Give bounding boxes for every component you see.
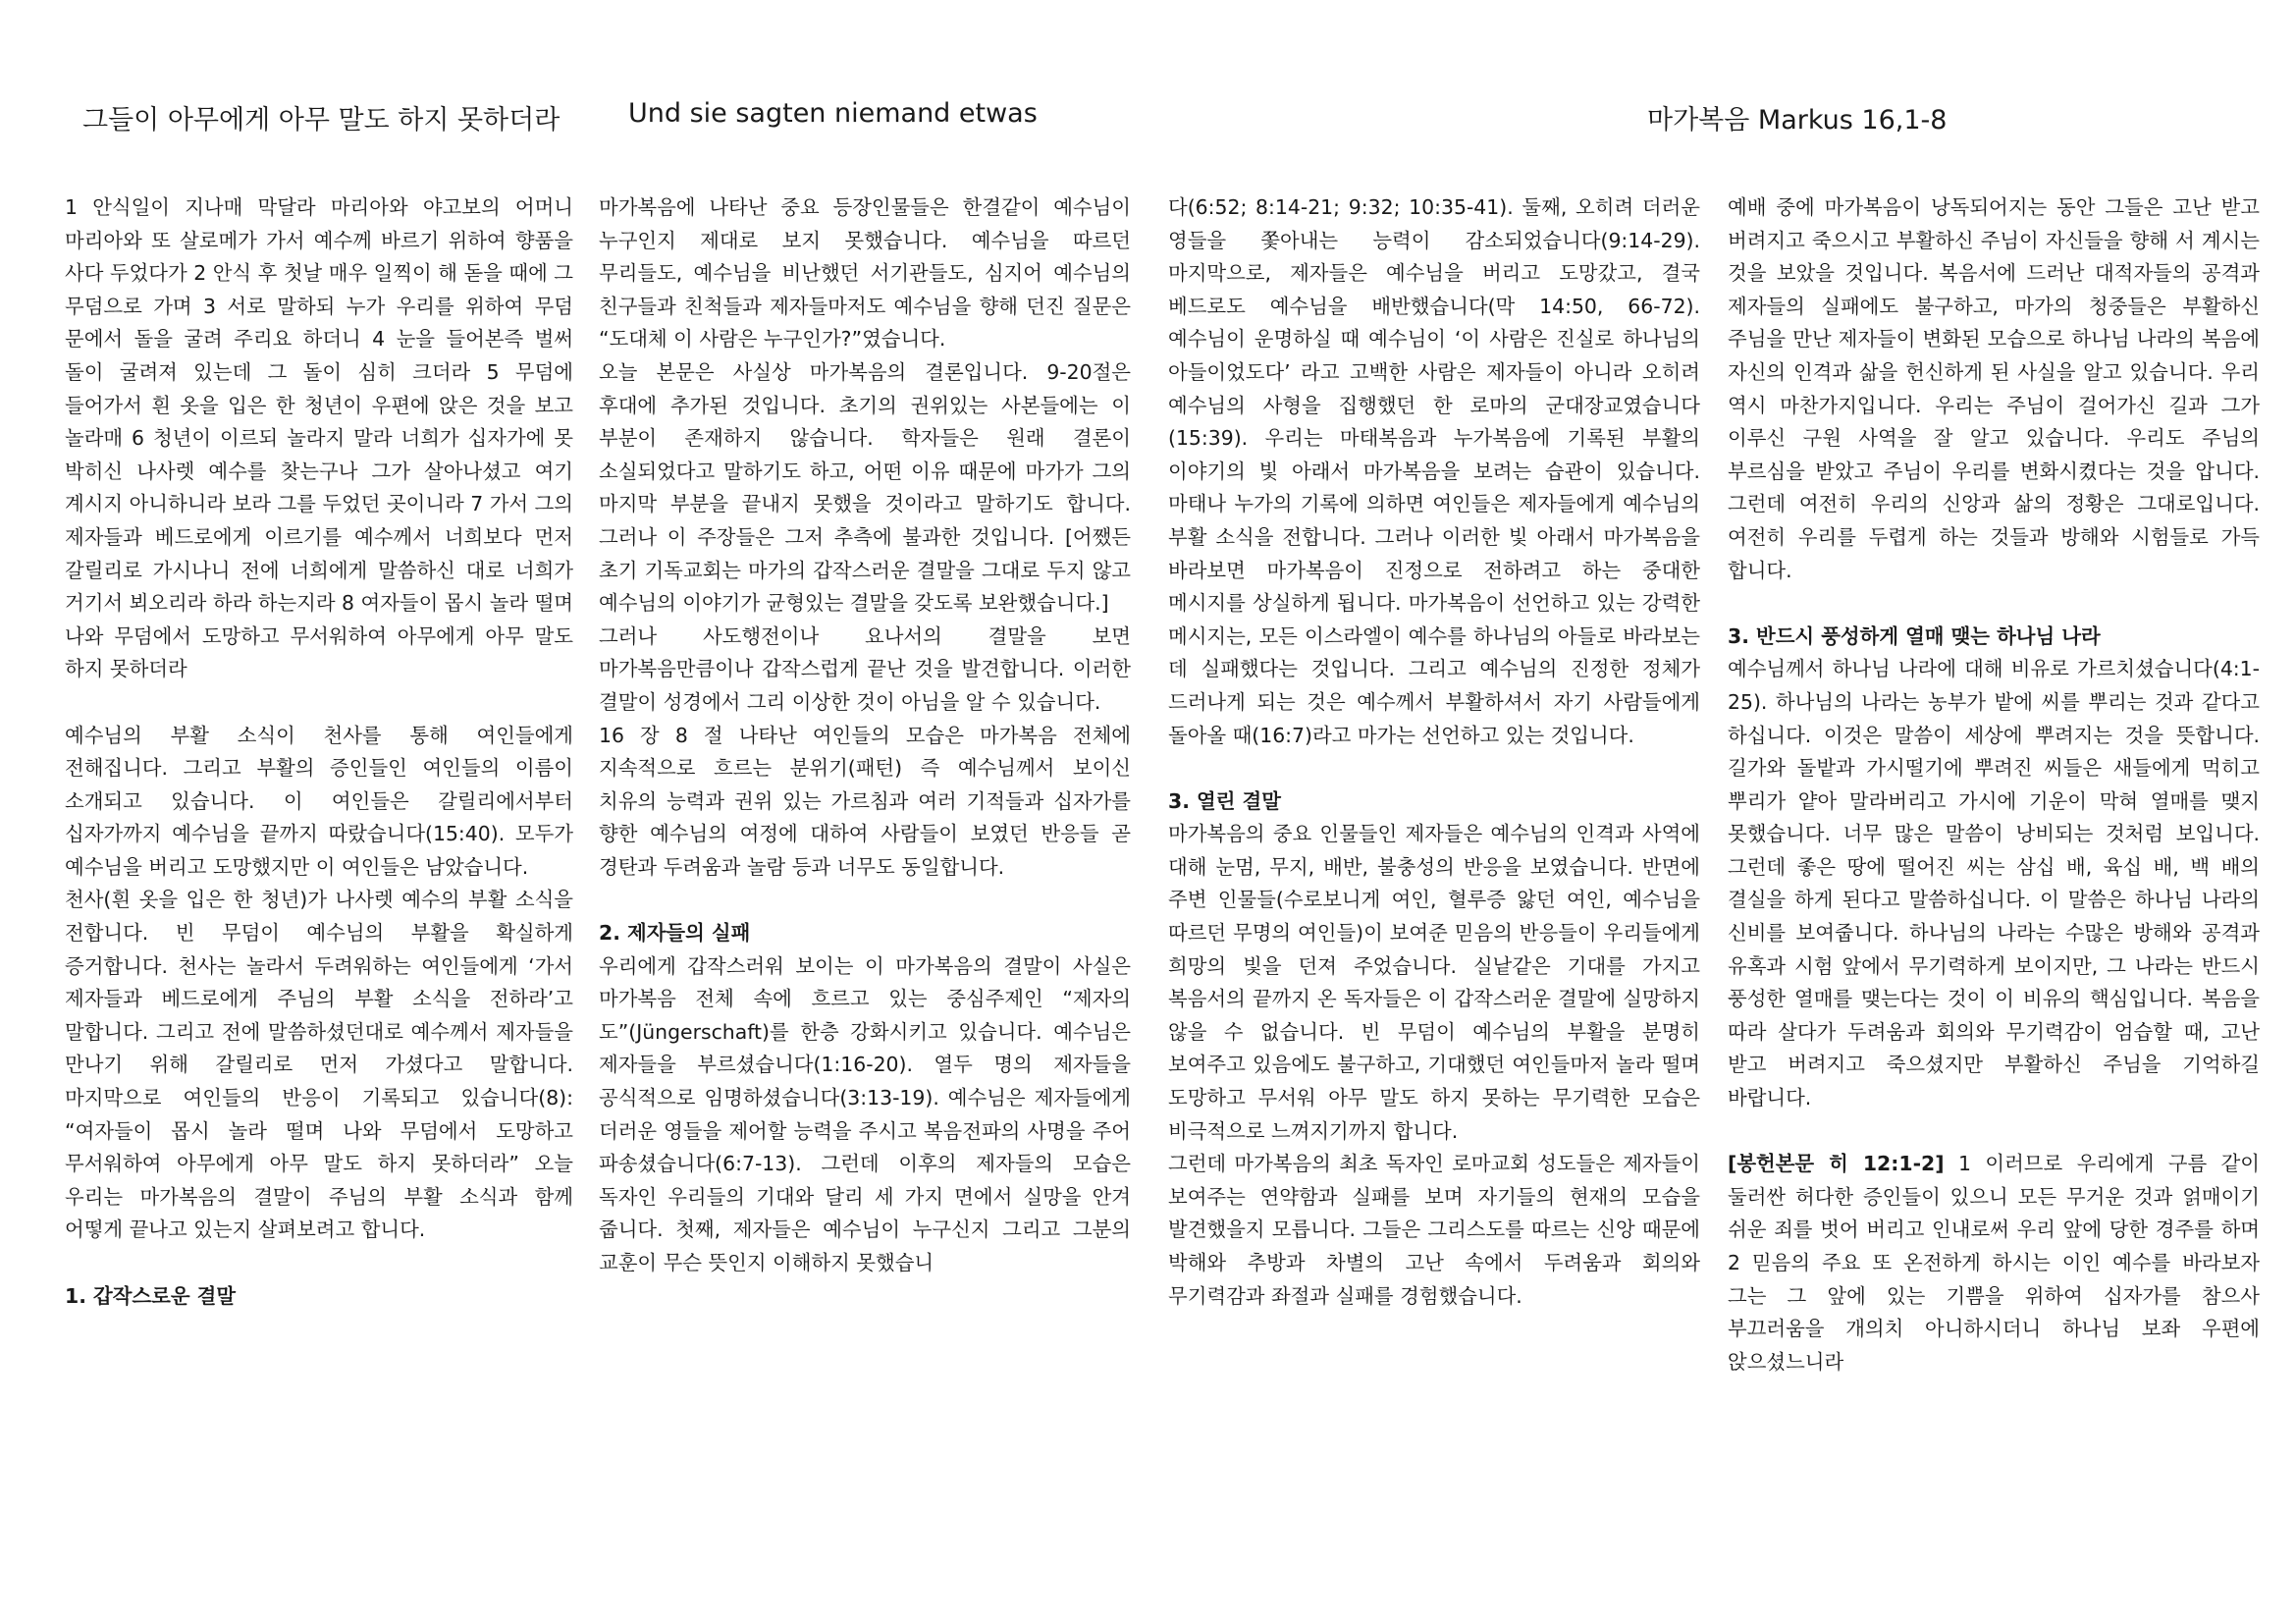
scripture-text: 1 안식일이 지나매 막달라 마리아와 야고보의 어머니 마리아와 또 살로메가 가서 예수께 바르기 위하여 향품을 사다 두었다가 2 안식 후 첫날 매우 일찍이 해 돋을 때에 그 무덤으로 가며 3 서로 말하되 누가 우리를 위하여 무덤 문에서 돌을 굴려 주리요 하더니 4 눈을 들어본즉 벌써 돌이 굴려져 있는데 그 돌이 심히 크더라 5 무덤에 들어가서 흰 옷을 입은 한 청년이 우편에 앉은 것을 보고 놀라매 6 청년이 이르되 놀라지 말라 너희가 십자가에 못 박히신 나사렛 예수를 찾는구나 그가 살아나셨고 여기 계시지 아니하니라 보라 그를 두었던 곳이니라 7 가서 그의 제자들과 베드로에게 이르기를 예수께서 너희보다 먼저 갈릴리로 가시나니 전에 너희에게 말씀하신 대로 너희가 거기서 뵈오리라 하라 하는지라 8 여자들이 몹시 놀라 떨며 나와 무덤에서 도망하고 무서워하여 아무에게 아무 말도 하지 못하더라 (65, 195, 573, 681)
paragraph: 예배 중에 마가복음이 낭독되어지는 동안 그들은 고난 받고 버려지고 죽으시고 부활하신 주님이 자신들을 향해 서 계시는 것을 보았을 것입니다. 복음서에 드러난 대적자들의 공격과 제자들의 실패에도 불구하고, 마가의 청중들은 부활하신 주님을 만난 제자들이 변화된 모습으로 하나님 나라의 복음에 자신의 인격과 삶을 헌신하게 된 사실을 알고 있습니다. 우리 역시 마찬가지입니다. 우리는 주님이 걸어가신 길과 그가 이루신 구원 사역을 잘 알고 있습니다. 우리도 주님의 부르심을 받았고 주님이 우리를 변화시켰다는 것을 압니다. 그런데 여전히 우리의 신앙과 삶의 정황은 그대로입니다. 여전히 우리를 두렵게 하는 것들과 방해와 시험들로 가득 합니다. (1728, 195, 2260, 582)
paragraph: 예수님께서 하나님 나라에 대해 비유로 가르치셨습니다(4:1-25). 하나님의 나라는 농부가 밭에 씨를 뿌리는 것과 같다고 하십니다. 이것은 말씀이 세상에 뿌려지는 것을 뜻합니다. 길가와 돌밭과 가시떨기에 뿌려진 씨들은 새들에게 먹히고 뿌리가 얕아 말라버리고 가시에 기운이 막혀 열매를 맺지 못했습니다. 너무 많은 말씀이 낭비되는 것처럼 보입니다. 그런데 좋은 땅에 떨어진 씨는 삼십 배, 육십 배, 백 배의 결실을 하게 된다고 말씀하십니다. 이 말씀은 하나님 나라의 신비를 보여줍니다. 하나님의 나라는 수많은 방해와 공격과 유혹과 시험 앞에서 무기력하게 보이지만, 그 나라는 반드시 풍성한 열매를 맺는다는 것이 이 비유의 핵심입니다. 복음을 따라 살다가 두려움과 회의와 무기력감이 엄습할 때, 고난 받고 버려지고 죽으셨지만 부활하신 주님을 기억하길 바랍니다. (1728, 657, 2260, 1110)
column-4 (1728, 191, 2260, 1379)
paragraph: 그러나 사도행전이나 요나서의 결말을 보면 마가복음만큼이나 갑작스럽게 끝난 것을 발견합니다. 이러한 결말이 성경에서 그리 이상한 것이 아님을 알 수 있습니다. (599, 623, 1131, 714)
paragraph: 오늘 본문은 사실상 마가복음의 결론입니다. 9-20절은 후대에 추가된 것입니다. 초기의 권위있는 사본들에는 이 부분이 존재하지 않습니다. 학자들은 원래 결론이 소실되었다고 말하기도 하고, 어떤 이유 때문에 마가가 그의 마지막 부분을 끝내지 못했을 것이라고 말하기도 합니다. 그러나 이 주장들은 그저 추측에 불과한 것입니다. [어쨌든 초기 기독교회는 마가의 갑작스러운 결말을 그대로 두지 않고 예수님의 이야기가 균형있는 결말을 갖도록 보완했습니다.] (599, 359, 1131, 616)
scripture-reference: 마가복음 Markus 16,1-8 (1647, 105, 1948, 135)
offering-reading (1728, 1148, 2260, 1379)
section-heading-4: 3. 반드시 풍성하게 열매 맺는 하나님 나라 (1728, 623, 2101, 648)
korean-title: 그들이 아무에게 아무 말도 하지 못하더라 (82, 105, 561, 135)
offering-reading-label: [봉헌본문 히 12:1-2] (1728, 1152, 1945, 1176)
paragraph: 천사(흰 옷을 입은 한 청년)가 나사렛 예수의 부활 소식을 전합니다. 빈 무덤이 예수님의 부활을 확실하게 증거합니다. 천사는 놀라서 두려워하는 여인들에게 ‘가서 제자들과 베드로에게 주님의 부활 소식을 전하라’고 말합니다. 그리고 전에 말씀하셨던대로 예수께서 제자들을 만나기 위해 갈릴리로 먼저 가셨다고 말합니다. 마지막으로 여인들의 반응이 기록되고 있습니다(8): “여자들이 몹시 놀라 떨며 나와 무덤에서 도망하고 무서워하여 아무에게 아무 말도 하지 못하더라” 오늘 우리는 마가복음의 결말이 주님의 부활 소식과 함께 어떻게 끝나고 있는지 살펴보려고 합니다. (65, 888, 573, 1242)
paragraph: 우리에게 갑작스러워 보이는 이 마가복음의 결말이 사실은 마가복음 전체 속에 흐르고 있는 중심주제인 “제자의 도”(Jüngerschaft)를 한층 강화시키고 있습니다. 예수님은 제자들을 부르셨습니다(1:16-20). 열두 명의 제자들을 공식적으로 임명하셨습니다(3:13-19). 예수님은 제자들에게 더러운 영들을 제어할 능력을 주시고 복음전파의 사명을 주어 파송셨습니다(6:7-13). 그런데 이후의 제자들의 모습은 독자인 우리들의 기대와 달리 세 가지 면에서 실망을 안겨 줍니다. 첫째, 제자들은 예수님이 누구신지 그리고 그분의 교훈이 무슨 뜻인지 이해하지 못했습니 (599, 953, 1131, 1274)
section-heading-1: 1. 갑작스로운 결말 (65, 1283, 237, 1308)
paragraph: 마가복음의 중요 인물들인 제자들은 예수님의 인격과 사역에 대해 눈멈, 무지, 배반, 불충성의 반응을 보였습니다. 반면에 주변 인물들(수로보니게 여인, 혈루증 앓던 여인, 예수님을 따르던 무명의 여인들)이 보여준 믿음의 반응들이 우리들에게 희망의 빛을 던져 주었습니다. 실낱같은 기대를 가지고 복음서의 끝까지 온 독자들은 이 갑작스러운 결말에 실망하지 않을 수 없습니다. 빈 무덤이 예수님의 부활을 분명히 보여주고 있음에도 불구하고, 기대했던 여인들마저 놀라 떨며 도망하고 무서워 아무 말도 하지 못하는 무기력한 모습은 비극적으로 느껴지기까지 합니다. (1168, 822, 1700, 1143)
paragraph: 다(6:52; 8:14-21; 9:32; 10:35-41). 둘째, 오히려 더러운 영들을 쫓아내는 능력이 감소되었습니다(9:14-29). 마지막으로, 제자들은 예수님을 버리고 도망갔고, 결국 베드로도 예수님을 배반했습니다(막 14:50, 66-72). 예수님이 운명하실 때 예수님이 ‘이 사람은 진실로 하나님의 아들이었도다’ 라고 고백한 사람은 제자들이 아니라 오히려 예수님의 사형을 집행했던 한 로마의 군대장교였습니다(15:39). 우리는 마태복음과 누가복음에 기록된 부활의 이야기의 빛 아래서 마가복음을 보려는 습관이 있습니다. 마태나 누가의 기록에 의하면 여인들은 제자들에게 예수님의 부활 소식을 전합니다. 그러나 이러한 빛 아래서 마가복음을 바라보면 마가복음이 진정으로 전하려고 하는 중대한 메시지를 상실하게 됩니다. 마가복음이 선언하고 있는 강력한 메시지는, 모든 이스라엘이 예수를 하나님의 아들로 바라보는 데 실패했다는 것입니다. 그리고 예수님의 진정한 정체가 드러나게 되는 것은 예수께서 부활하셔서 자기 사람들에게 돌아올 때(16:7)라고 마가는 선언하고 있는 것입니다. (1168, 195, 1700, 747)
paragraph: 예수님의 부활 소식이 천사를 통해 여인들에게 전해집니다. 그리고 부활의 증인들인 여인들의 이름이 소개되고 있습니다. 이 여인들은 갈릴리에서부터 십자가까지 예수님을 끝까지 따랐습니다(15:40). 모두가 예수님을 버리고 도망했지만 이 여인들은 남았습니다. (65, 723, 573, 879)
paragraph: 16 장 8 절 나타난 여인들의 모습은 마가복음 전체에 지속적으로 흐르는 분위기(패턴) 즉 예수님께서 보이신 치유의 능력과 권위 있는 가르침과 여러 기적들과 십자가를 향한 예수님의 여정에 대하여 사람들이 보였던 반응들 곧 경탄과 두려움과 놀람 등과 너무도 동일합니다. (599, 723, 1131, 879)
column-2 (599, 191, 1131, 1280)
german-title: Und sie sagten niemand etwas (628, 98, 1038, 129)
column-3 (1168, 191, 1700, 1313)
offering-reading-text: 1 이러므로 우리에게 구름 같이 둘러싼 허다한 증인들이 있으니 모든 무거운 것과 얽매이기 쉬운 죄를 벗어 버리고 인내로써 우리 앞에 당한 경주를 하며 2 믿음의 주요 또 온전하게 하시는 이인 예수를 바라보자 그는 그 앞에 있는 기쁨을 위하여 십자가를 참으사 부끄러움을 개의치 아니하시더니 하나님 보좌 우편에 앉으셨느니라 (1728, 1152, 2260, 1374)
section-heading-2: 2. 제자들의 실패 (599, 921, 751, 946)
column-1 (65, 191, 573, 1313)
paragraph: 마가복음에 나타난 중요 등장인물들은 한결같이 예수님이 누구인지 제대로 보지 못했습니다. 예수님을 따르던 무리들도, 예수님을 비난했던 서기관들도, 심지어 예수님의 친구들과 친척들과 제자들마저도 예수님을 향해 던진 질문은 “도대체 이 사람은 누구인가?”였습니다. (599, 195, 1131, 352)
section-heading-3: 3. 열린 결말 (1168, 788, 1281, 813)
paragraph: 그런데 마가복음의 최초 독자인 로마교회 성도들은 제자들이 보여주는 연약함과 실패를 보며 자기들의 현재의 모습을 발견했을지 모릅니다. 그들은 그리스도를 따르는 신앙 때문에 박해와 추방과 차별의 고난 속에서 두려움과 회의와 무기력감과 좌절과 실패를 경험했습니다. (1168, 1152, 1700, 1308)
